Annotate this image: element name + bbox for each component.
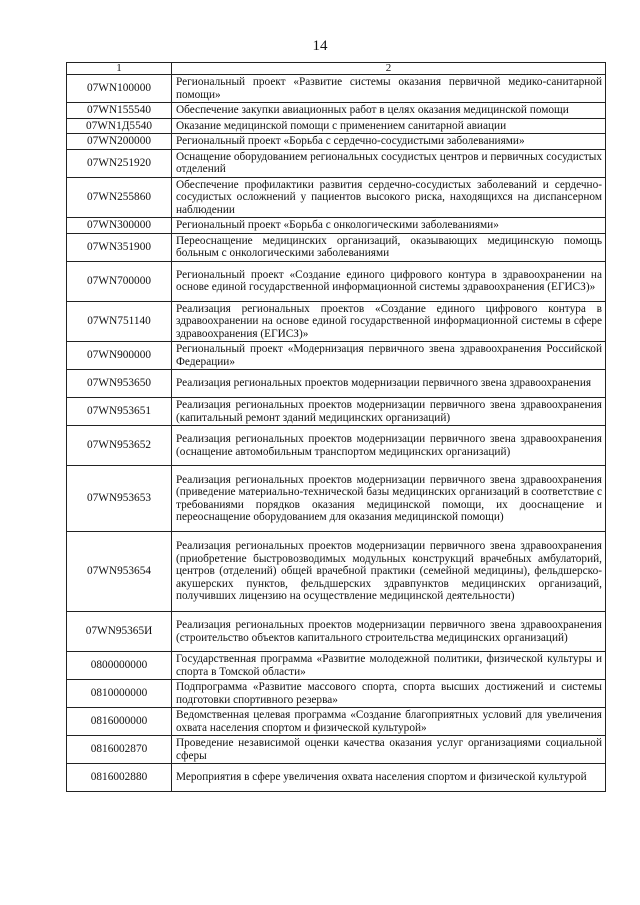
table-header-row <box>67 63 606 75</box>
page-number: 14 <box>312 38 328 54</box>
table-row <box>67 764 606 792</box>
table-row <box>67 134 606 150</box>
row-code: 07WN1Д5540 <box>67 118 172 134</box>
table-row <box>67 233 606 261</box>
table-row <box>67 680 606 708</box>
row-description: Проведение независимой оценки качества оказания услуг организациями социальной сферы <box>172 736 606 764</box>
row-description: Оказание медицинской помощи с применением санитарной авиации <box>172 118 606 134</box>
row-code: 0816002880 <box>67 764 172 792</box>
row-code: 07WN953650 <box>67 370 172 398</box>
table-row <box>67 426 606 466</box>
row-code: 07WN953653 <box>67 466 172 532</box>
row-description: Реализация региональных проектов модернизации первичного звена здравоохранения (строительство объектов капитального строительства медицинских организаций) <box>172 612 606 652</box>
row-code: 07WN953654 <box>67 532 172 612</box>
table-row <box>67 75 606 103</box>
column-header-1: 1 <box>67 63 172 75</box>
row-description: Реализация региональных проектов модернизации первичного звена здравоохранения (приведение материально-технической базы медицинских организаций в соответствие с требованиями порядков оказания медицинской помощи, их дооснащение и переоснащение оборудованием для оказания медицинской помощи) <box>172 466 606 532</box>
row-code: 07WN251920 <box>67 149 172 177</box>
budget-classification-table <box>66 62 606 792</box>
row-code: 07WN200000 <box>67 134 172 150</box>
table-row <box>67 466 606 532</box>
row-code: 07WN95365И <box>67 612 172 652</box>
row-description: Реализация региональных проектов модернизации первичного звена здравоохранения <box>172 370 606 398</box>
row-code: 07WN953651 <box>67 398 172 426</box>
table-row <box>67 398 606 426</box>
row-code: 07WN700000 <box>67 261 172 301</box>
table-row <box>67 652 606 680</box>
row-description: Региональный проект «Создание единого цифрового контура в здравоохранении на основе единой государственной информационной системы здравоохранения (ЕГИСЗ)» <box>172 261 606 301</box>
table-row <box>67 177 606 218</box>
row-code: 07WN900000 <box>67 342 172 370</box>
table-row <box>67 612 606 652</box>
table-row <box>67 218 606 234</box>
row-description: Обеспечение закупки авиационных работ в целях оказания медицинской помощи <box>172 103 606 119</box>
row-code: 07WN953652 <box>67 426 172 466</box>
table-row <box>67 103 606 119</box>
row-description: Реализация региональных проектов модернизации первичного звена здравоохранения (оснащение автомобильным транспортом медицинских организаций) <box>172 426 606 466</box>
row-description: Государственная программа «Развитие молодежной политики, физической культуры и спорта в Томской области» <box>172 652 606 680</box>
row-description: Переоснащение медицинских организаций, оказывающих медицинскую помощь больным с онкологическими заболеваниями <box>172 233 606 261</box>
table-row <box>67 708 606 736</box>
table-row <box>67 301 606 342</box>
table-row <box>67 342 606 370</box>
row-description: Региональный проект «Модернизация первичного звена здравоохранения Российской Федерации» <box>172 342 606 370</box>
row-description: Региональный проект «Борьба с онкологическими заболеваниями» <box>172 218 606 234</box>
table-row <box>67 149 606 177</box>
table-row <box>67 736 606 764</box>
row-description: Обеспечение профилактики развития сердечно-сосудистых заболеваний и сердечно-сосудистых осложнений у пациентов высокого риска, находящихся на диспансерном наблюдении <box>172 177 606 218</box>
row-description: Реализация региональных проектов модернизации первичного звена здравоохранения (приобретение быстровозводимых модульных конструкций врачебных амбулаторий, центров (отделений) общей врачебной практики (семейной медицины), фельдшерско-акушерских пунктов, фельдшерских здравпунктов медицинских организаций, получивших лицензию на осуществление медицинской деятельности) <box>172 532 606 612</box>
row-code: 07WN255860 <box>67 177 172 218</box>
row-description: Реализация региональных проектов «Создание единого цифрового контура в здравоохранении на основе единой государственной информационной системы в сфере здравоохранения (ЕГИСЗ)» <box>172 301 606 342</box>
row-code: 07WN300000 <box>67 218 172 234</box>
row-code: 07WN351900 <box>67 233 172 261</box>
row-code: 0810000000 <box>67 680 172 708</box>
row-code: 07WN100000 <box>67 75 172 103</box>
row-code: 07WN155540 <box>67 103 172 119</box>
row-code: 0800000000 <box>67 652 172 680</box>
table-row <box>67 370 606 398</box>
row-description: Реализация региональных проектов модернизации первичного звена здравоохранения (капитальный ремонт зданий медицинских организаций) <box>172 398 606 426</box>
row-description: Ведомственная целевая программа «Создание благоприятных условий для увеличения охвата населения спортом и физической культурой» <box>172 708 606 736</box>
row-description: Региональный проект «Борьба с сердечно-сосудистыми заболеваниями» <box>172 134 606 150</box>
row-code: 0816002870 <box>67 736 172 764</box>
row-description: Оснащение оборудованием региональных сосудистых центров и первичных сосудистых отделений <box>172 149 606 177</box>
row-description: Мероприятия в сфере увеличения охвата населения спортом и физической культурой <box>172 764 606 792</box>
column-header-2: 2 <box>172 63 606 75</box>
row-description: Региональный проект «Развитие системы оказания первичной медико-санитарной помощи» <box>172 75 606 103</box>
row-code: 07WN751140 <box>67 301 172 342</box>
row-description: Подпрограмма «Развитие массового спорта, спорта высших достижений и системы подготовки спортивного резерва» <box>172 680 606 708</box>
row-code: 0816000000 <box>67 708 172 736</box>
table-row <box>67 261 606 301</box>
table-row <box>67 532 606 612</box>
table-row <box>67 118 606 134</box>
